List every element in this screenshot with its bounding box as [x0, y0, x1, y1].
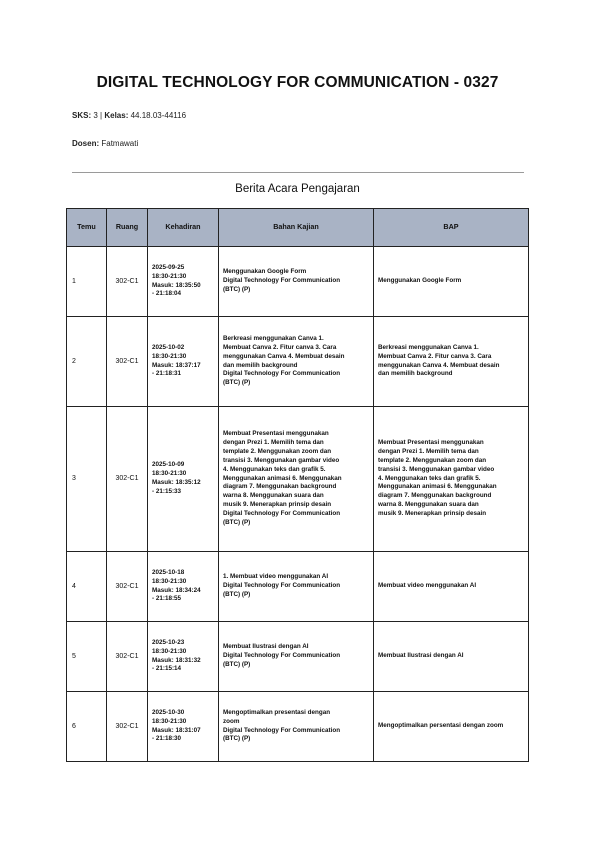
- cell-line: 18:30-21:30: [152, 272, 187, 280]
- cell-line: 2025-10-09: [152, 461, 185, 469]
- cell-ruang: 302-C1: [107, 247, 148, 317]
- cell-line: Membuat Canva 2. Fitur canva 3. Cara: [223, 343, 337, 351]
- cell-bap: [374, 407, 529, 552]
- cell-line: Menggunakan Google Form: [378, 277, 462, 285]
- cell-line: musik 9. Menerapkan prinsip desain: [378, 510, 487, 518]
- cell-line: - 21:18:55: [152, 595, 182, 603]
- cell-line: 18:30-21:30: [152, 717, 187, 725]
- cell-kehadiran: [148, 247, 219, 317]
- cell-temu: 6: [67, 692, 107, 762]
- cell-line: Digital Technology For Communication: [223, 726, 341, 734]
- cell-line: Membuat Ilustrasi dengan AI: [378, 652, 464, 660]
- cell-ruang: 302-C1: [107, 407, 148, 552]
- cell-line: template 2. Menggunakan zoom dan: [223, 447, 332, 455]
- cell-line: 2025-09-25: [152, 263, 185, 271]
- table-row: [67, 407, 529, 552]
- cell-line: transisi 3. Menggunakan gambar video: [378, 465, 495, 473]
- cell-bahan-kajian: [219, 692, 374, 762]
- cell-line: 18:30-21:30: [152, 352, 187, 360]
- header-bap: BAP: [374, 209, 529, 247]
- cell-line: Digital Technology For Communication: [223, 277, 341, 285]
- header-temu: Temu: [67, 209, 107, 247]
- table-row: [67, 622, 529, 692]
- cell-line: dan memilih background: [378, 370, 453, 378]
- cell-line: Membuat Presentasi menggunakan: [223, 429, 329, 437]
- cell-line: diagram 7. Menggunakan background: [378, 492, 492, 500]
- cell-ruang: 302-C1: [107, 692, 148, 762]
- cell-line: Digital Technology For Communication: [223, 510, 341, 518]
- cell-line: (BTC) (P): [223, 660, 251, 668]
- cell-line: Membuat Ilustrasi dengan AI: [223, 643, 309, 651]
- cell-line: Masuk: 18:37:17: [152, 361, 201, 369]
- dosen-value: Fatmawati: [101, 139, 139, 148]
- cell-line: Mengoptimalkan presentasi dengan: [223, 708, 331, 716]
- table-row: [67, 552, 529, 622]
- cell-bahan-kajian: [219, 622, 374, 692]
- cell-line: Masuk: 18:31:07: [152, 726, 201, 734]
- cell-bahan-kajian: [219, 552, 374, 622]
- cell-line: 1. Membuat video menggunakan AI: [223, 573, 329, 581]
- cell-line: 4. Menggunakan teks dan grafik 5.: [378, 474, 481, 482]
- divider: [72, 172, 524, 173]
- cell-line: Masuk: 18:35:50: [152, 281, 201, 289]
- cell-line: Berkreasi menggunakan Canva 1.: [223, 334, 324, 342]
- cell-kehadiran: [148, 622, 219, 692]
- cell-line: (BTC) (P): [223, 285, 251, 293]
- sks-label: SKS:: [72, 111, 92, 120]
- cell-line: zoom: [223, 717, 240, 725]
- sks-value: 3 |: [93, 111, 105, 120]
- cell-line: dengan Prezi 1. Memilih tema dan: [223, 438, 324, 446]
- cell-bap: [374, 247, 529, 317]
- cell-kehadiran: [148, 552, 219, 622]
- cell-bahan-kajian: [219, 317, 374, 407]
- cell-line: (BTC) (P): [223, 519, 251, 527]
- cell-bap: [374, 622, 529, 692]
- cell-line: (BTC) (P): [223, 590, 251, 598]
- cell-line: (BTC) (P): [223, 735, 251, 743]
- cell-temu: 3: [67, 407, 107, 552]
- cell-line: 2025-10-23: [152, 638, 185, 646]
- cell-temu: 5: [67, 622, 107, 692]
- page-title: DIGITAL TECHNOLOGY FOR COMMUNICATION - 0327: [96, 74, 499, 91]
- cell-kehadiran: [148, 692, 219, 762]
- table-row: [67, 247, 529, 317]
- cell-kehadiran: [148, 317, 219, 407]
- cell-line: diagram 7. Menggunakan background: [223, 483, 337, 491]
- table-row: [67, 692, 529, 762]
- cell-bap: [374, 692, 529, 762]
- cell-line: Masuk: 18:31:32: [152, 656, 201, 664]
- cell-line: Masuk: 18:34:24: [152, 586, 201, 594]
- cell-line: dan memilih background: [223, 361, 298, 369]
- cell-line: Menggunakan Google Form: [223, 268, 307, 276]
- cell-line: warna 8. Menggunakan suara dan: [378, 501, 479, 509]
- course-meta: [72, 111, 186, 120]
- cell-line: Mengoptimalkan persentasi dengan zoom: [378, 722, 504, 730]
- teaching-record-table: [66, 208, 529, 762]
- header-ruang: Ruang: [107, 209, 148, 247]
- header-bahan-kajian: Bahan Kajian: [219, 209, 374, 247]
- cell-bahan-kajian: [219, 247, 374, 317]
- cell-line: Berkreasi menggunakan Canva 1.: [378, 343, 479, 351]
- cell-ruang: 302-C1: [107, 622, 148, 692]
- cell-ruang: 302-C1: [107, 317, 148, 407]
- cell-line: menggunakan Canva 4. Membuat desain: [223, 352, 345, 360]
- cell-line: - 21:18:31: [152, 370, 182, 378]
- cell-line: 18:30-21:30: [152, 647, 187, 655]
- cell-line: - 21:15:33: [152, 487, 182, 495]
- cell-line: - 21:18:30: [152, 735, 182, 743]
- kelas-label: Kelas:: [104, 111, 129, 120]
- cell-line: 18:30-21:30: [152, 470, 187, 478]
- cell-line: 4. Menggunakan teks dan grafik 5.: [223, 465, 326, 473]
- cell-line: template 2. Menggunakan zoom dan: [378, 456, 487, 464]
- cell-line: Membuat Presentasi menggunakan: [378, 438, 484, 446]
- cell-line: menggunakan Canva 4. Membuat desain: [378, 361, 500, 369]
- cell-line: warna 8. Menggunakan suara dan: [223, 492, 324, 500]
- cell-line: - 21:18:04: [152, 290, 182, 298]
- table-header-row: [67, 209, 529, 247]
- cell-line: Digital Technology For Communication: [223, 652, 341, 660]
- cell-temu: 1: [67, 247, 107, 317]
- cell-line: (BTC) (P): [223, 379, 251, 387]
- cell-line: Digital Technology For Communication: [223, 582, 341, 590]
- cell-bap: [374, 552, 529, 622]
- cell-bap: [374, 317, 529, 407]
- table-body: [67, 247, 529, 762]
- kelas-value: 44.18.03-44116: [130, 111, 187, 120]
- cell-line: 2025-10-30: [152, 708, 185, 716]
- cell-line: Membuat video menggunakan AI: [378, 582, 477, 590]
- cell-line: 2025-10-18: [152, 568, 185, 576]
- cell-line: transisi 3. Menggunakan gambar video: [223, 456, 340, 464]
- cell-kehadiran: [148, 407, 219, 552]
- cell-line: Menggunakan animasi 6. Menggunakan: [223, 474, 342, 482]
- cell-line: dengan Prezi 1. Memilih tema dan: [378, 447, 479, 455]
- cell-ruang: 302-C1: [107, 552, 148, 622]
- dosen-label: Dosen:: [72, 139, 100, 148]
- table-row: [67, 317, 529, 407]
- cell-line: Membuat Canva 2. Fitur canva 3. Cara: [378, 352, 492, 360]
- cell-bahan-kajian: [219, 407, 374, 552]
- lecturer-meta: [72, 139, 138, 148]
- cell-line: Digital Technology For Communication: [223, 370, 341, 378]
- header-kehadiran: Kehadiran: [148, 209, 219, 247]
- section-title: Berita Acara Pengajaran: [235, 183, 360, 195]
- cell-line: 2025-10-02: [152, 343, 185, 351]
- cell-line: Menggunakan animasi 6. Menggunakan: [378, 483, 497, 491]
- cell-line: musik 9. Menerapkan prinsip desain: [223, 501, 332, 509]
- cell-temu: 4: [67, 552, 107, 622]
- cell-temu: 2: [67, 317, 107, 407]
- cell-line: 18:30-21:30: [152, 577, 187, 585]
- cell-line: - 21:15:14: [152, 665, 182, 673]
- cell-line: Masuk: 18:35:12: [152, 479, 201, 486]
